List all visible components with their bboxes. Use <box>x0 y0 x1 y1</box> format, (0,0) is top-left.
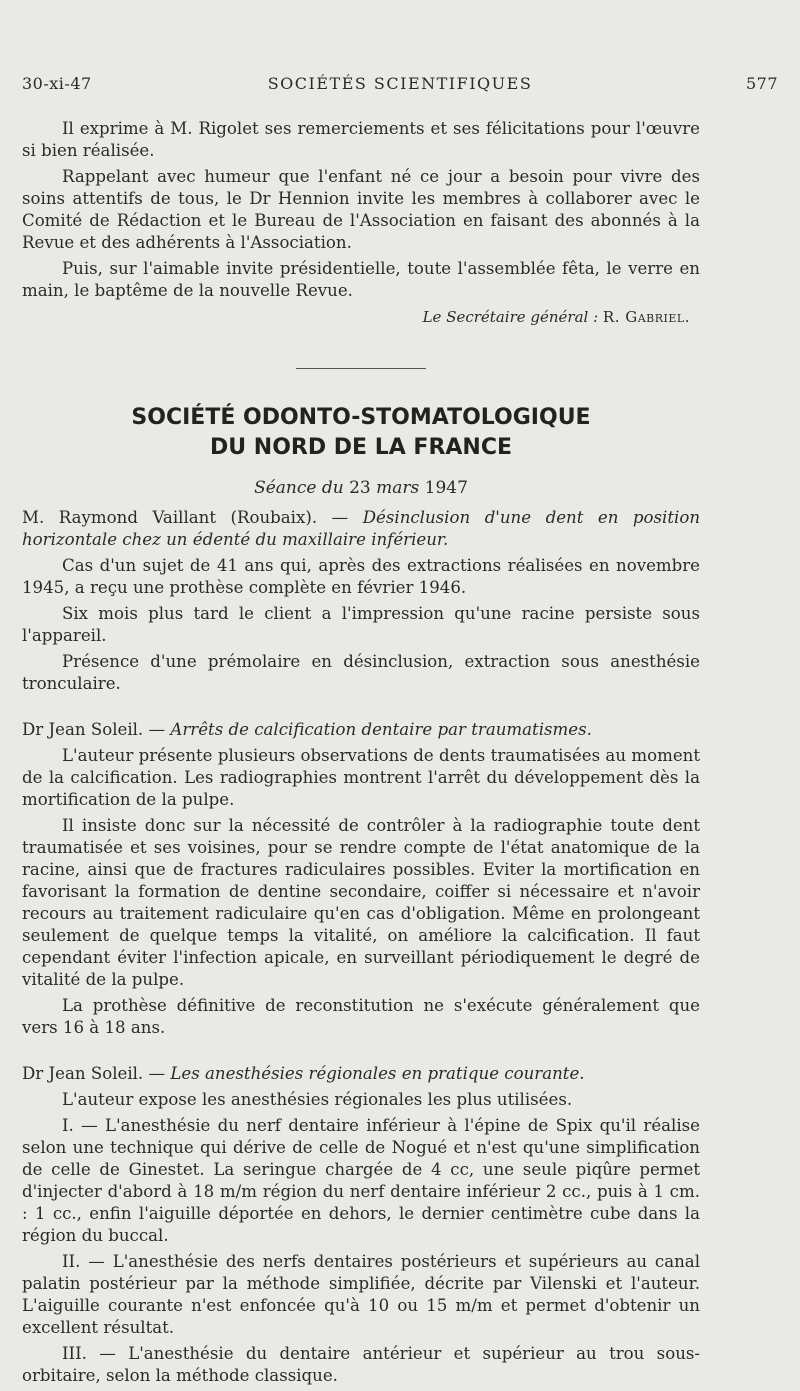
entry-3-heading <box>22 1063 700 1085</box>
section-divider <box>296 368 426 369</box>
entry-3-paragraph-1: L'auteur expose les anesthésies régionales les plus utilisées. <box>62 1090 573 1109</box>
entry-3-paragraph-2: I. — L'anesthésie du nerf dentaire inférieur à l'épine de Spix qu'il réalise selon une technique qui dérive de celle de Nogué et n'est qu'une simplification de celle de Ginestet. La seringue chargée de 4 cc, une seule piqûre permet d'injecter d'abord à 18 m/m région du nerf dentaire inférieur 2 cc., puis à 1 cm. : 1 cc., enfin l'aiguille déportée en dehors, le dernier centimètre cube dans la région du buccal. <box>22 1116 700 1245</box>
entry-3-author: Dr Jean Soleil. — <box>22 1064 166 1083</box>
entry-1-paragraph-3: Présence d'une prémolaire en désinclusion, extraction sous anesthésie tronculaire. <box>22 652 700 693</box>
entry-1-title: Désinclusion d'une dent en position horizontale chez un édenté du maxillaire inférieur. <box>22 508 701 549</box>
page-number: 577 <box>745 74 778 93</box>
seance-year: 1947 <box>424 478 468 498</box>
running-header <box>22 74 778 96</box>
entry-1-paragraph-1: Cas d'un sujet de 41 ans qui, après des extractions réalisées en novembre 1945, a reçu une prothèse complète en février 1946. <box>22 556 700 597</box>
entry-1-author: M. Raymond Vaillant (Roubaix). — <box>22 508 349 527</box>
signature-role: Le Secrétaire général : <box>422 308 599 326</box>
entry-3-paragraph-4: III. — L'anesthésie du dentaire antérieur et supérieur au trou sous-orbitaire, selon la méthode classique. <box>22 1344 700 1385</box>
intro-paragraph-1: Il exprime à M. Rigolet ses remerciements et ses félicitations pour l'œuvre si bien réalisée. <box>22 119 700 160</box>
section-title-line-2: DU NORD DE LA FRANCE <box>210 435 512 460</box>
entry-3-paragraph-3: II. — L'anesthésie des nerfs dentaires postérieurs et supérieurs au canal palatin postérieur par la méthode simplifiée, décrite par Vilenski et l'auteur. L'aiguille courante n'est enfoncée qu'à 10 ou 15 m/m et permet d'obtenir un excellent résultat. <box>22 1252 700 1337</box>
intro-paragraph-2: Rappelant avec humeur que l'enfant né ce jour a besoin pour vivre des soins attentifs de tous, le Dr Hennion invite les membres à collaborer avec le Comité de Rédaction et le Bureau de l'Association en faisant des abonnés à la Revue et des adhérents à l'Association. <box>22 167 700 252</box>
entry-2-heading <box>22 719 700 741</box>
signature <box>22 306 690 328</box>
entry-2-title: Arrêts de calcification dentaire par traumatismes. <box>170 720 592 739</box>
entry-3-title: Les anesthésies régionales en pratique courante. <box>170 1064 585 1083</box>
entry-2-paragraph-3: La prothèse définitive de reconstitution ne s'exécute généralement que vers 16 à 18 ans. <box>22 996 700 1037</box>
section-title-line-1: SOCIÉTÉ ODONTO-STOMATOLOGIQUE <box>131 405 591 430</box>
spacer <box>22 1043 700 1057</box>
entry-1-paragraph-2: Six mois plus tard le client a l'impression qu'une racine persiste sous l'appareil. <box>22 604 700 645</box>
entry-2-author: Dr Jean Soleil. — <box>22 720 166 739</box>
entry-2-paragraph-1: L'auteur présente plusieurs observations de dents traumatisées au moment de la calcification. Les radiographies montrent l'arrêt du développement dès la mortification de la pulpe. <box>22 746 700 809</box>
intro-paragraph-3: Puis, sur l'aimable invite présidentielle, toute l'assemblée fêta, le verre en main, le baptême de la nouvelle Revue. <box>22 259 700 300</box>
signature-name: R. Gabriel. <box>602 308 690 326</box>
entry-1-heading <box>22 507 700 551</box>
header-title: SOCIÉTÉS SCIENTIFIQUES <box>267 74 533 93</box>
seance-date <box>22 477 700 499</box>
spacer <box>22 699 700 713</box>
entry-2-paragraph-2: Il insiste donc sur la nécessité de contrôler à la radiographie toute dent traumatisée et ses voisines, pour se rendre compte de l'état anatomique de la racine, ainsi que de fractures radiculaires possibles. Eviter la mortification en favorisant la formation de dentine secondaire, coiffer si nécessaire et n'avoir recours au traitement radiculaire qu'en cas d'obligation. Même en prolongeant seulement de quelque temps la vitalité, on améliore la calcification. Il faut cependant éviter l'infection apicale, en surveillant périodiquement le degré de vitalité de la pulpe. <box>22 816 700 989</box>
seance-label: Séance du <box>254 478 344 498</box>
seance-month: mars <box>376 478 420 498</box>
header-date: 30-xi-47 <box>22 74 92 93</box>
seance-day: 23 <box>349 478 371 498</box>
page-body <box>22 118 700 1391</box>
